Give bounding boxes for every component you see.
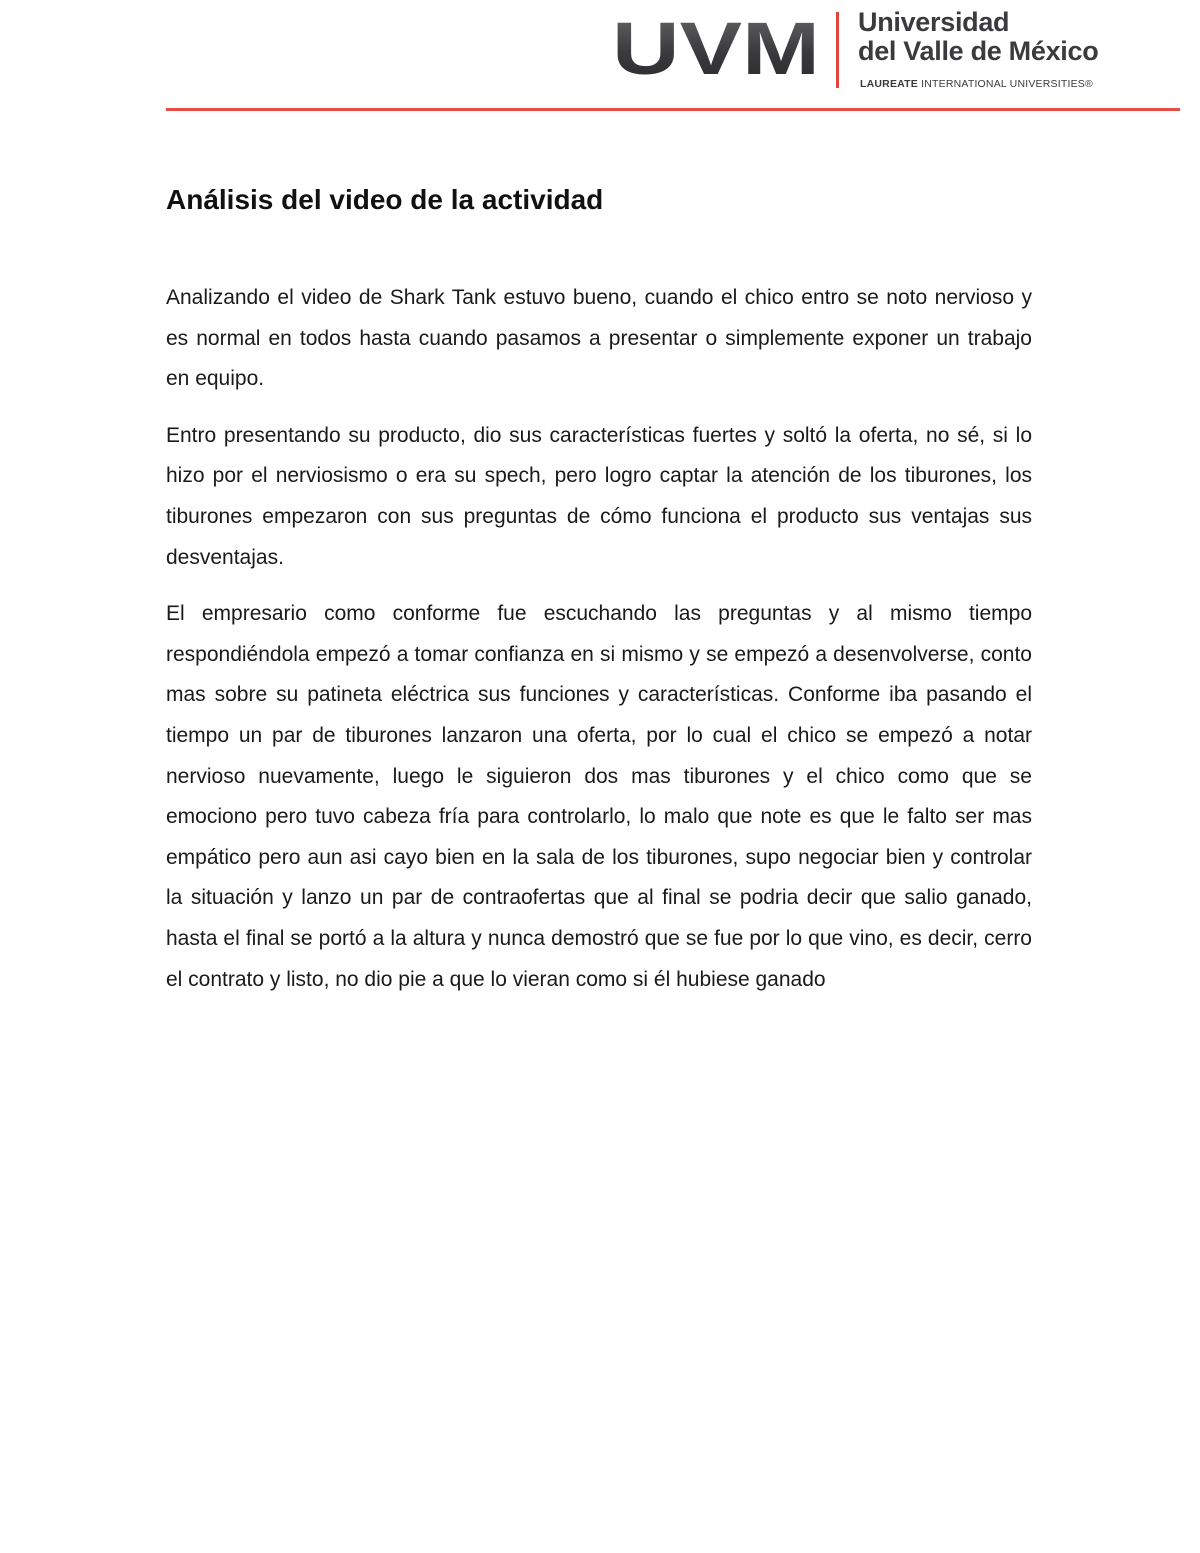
university-name-line1: Universidad	[858, 7, 1010, 37]
uvm-logo-text: UVM	[612, 14, 820, 80]
laureate-bold: LAUREATE	[860, 78, 918, 90]
paragraph-3: El empresario como conforme fue escuchando las preguntas y al mismo tiempo respondiéndola empezó a tomar confianza en si mismo y se empezó a desenvolverse, conto mas sobre su patineta eléctrica sus funciones y características. Conforme iba pasando el tiempo un par de tiburones lanzaron una oferta, por lo cual el chico se empezó a notar nervioso nuevamente, luego le siguieron dos mas tiburones y el chico como que se emociono pero tuvo cabeza fría para controlarlo, lo malo que note es que le falto ser mas empático pero aun asi cayo bien en la sala de los tiburones, supo negociar bien y controlar la situación y lanzo un par de contraofertas que al final se podria decir que salio ganado, hasta el final se portó a la altura y nunca demostró que se fue por lo que vino, es decir, cerro el contrato y listo, no dio pie a que lo vieran como si él hubiese ganado	[166, 602, 1032, 991]
paragraph-2: Entro presentando su producto, dio sus características fuertes y soltó la oferta, no sé, si lo hizo por el nerviosismo o era su spech, pero logro captar la atención de los tiburones, los tiburones empezaron con sus preguntas de cómo funciona el producto sus ventajas sus desventajas.	[166, 423, 1032, 569]
laureate-rest: INTERNATIONAL UNIVERSITIES®	[918, 78, 1093, 90]
logo-divider	[836, 12, 839, 88]
laureate-tagline	[860, 78, 1093, 90]
document-header	[0, 0, 1200, 120]
header-rule	[166, 108, 1180, 111]
university-name-line2: del Valle de México	[858, 36, 1099, 66]
paragraph-1: Analizando el video de Shark Tank estuvo bueno, cuando el chico entro se noto nervioso y es normal en todos hasta cuando pasamos a presentar o simplemente exponer un trabajo en equipo.	[166, 286, 1032, 391]
document-title: Análisis del video de la actividad	[166, 184, 604, 215]
uvm-logo	[612, 14, 822, 80]
university-name	[858, 8, 1098, 66]
document-body	[166, 278, 1032, 1016]
